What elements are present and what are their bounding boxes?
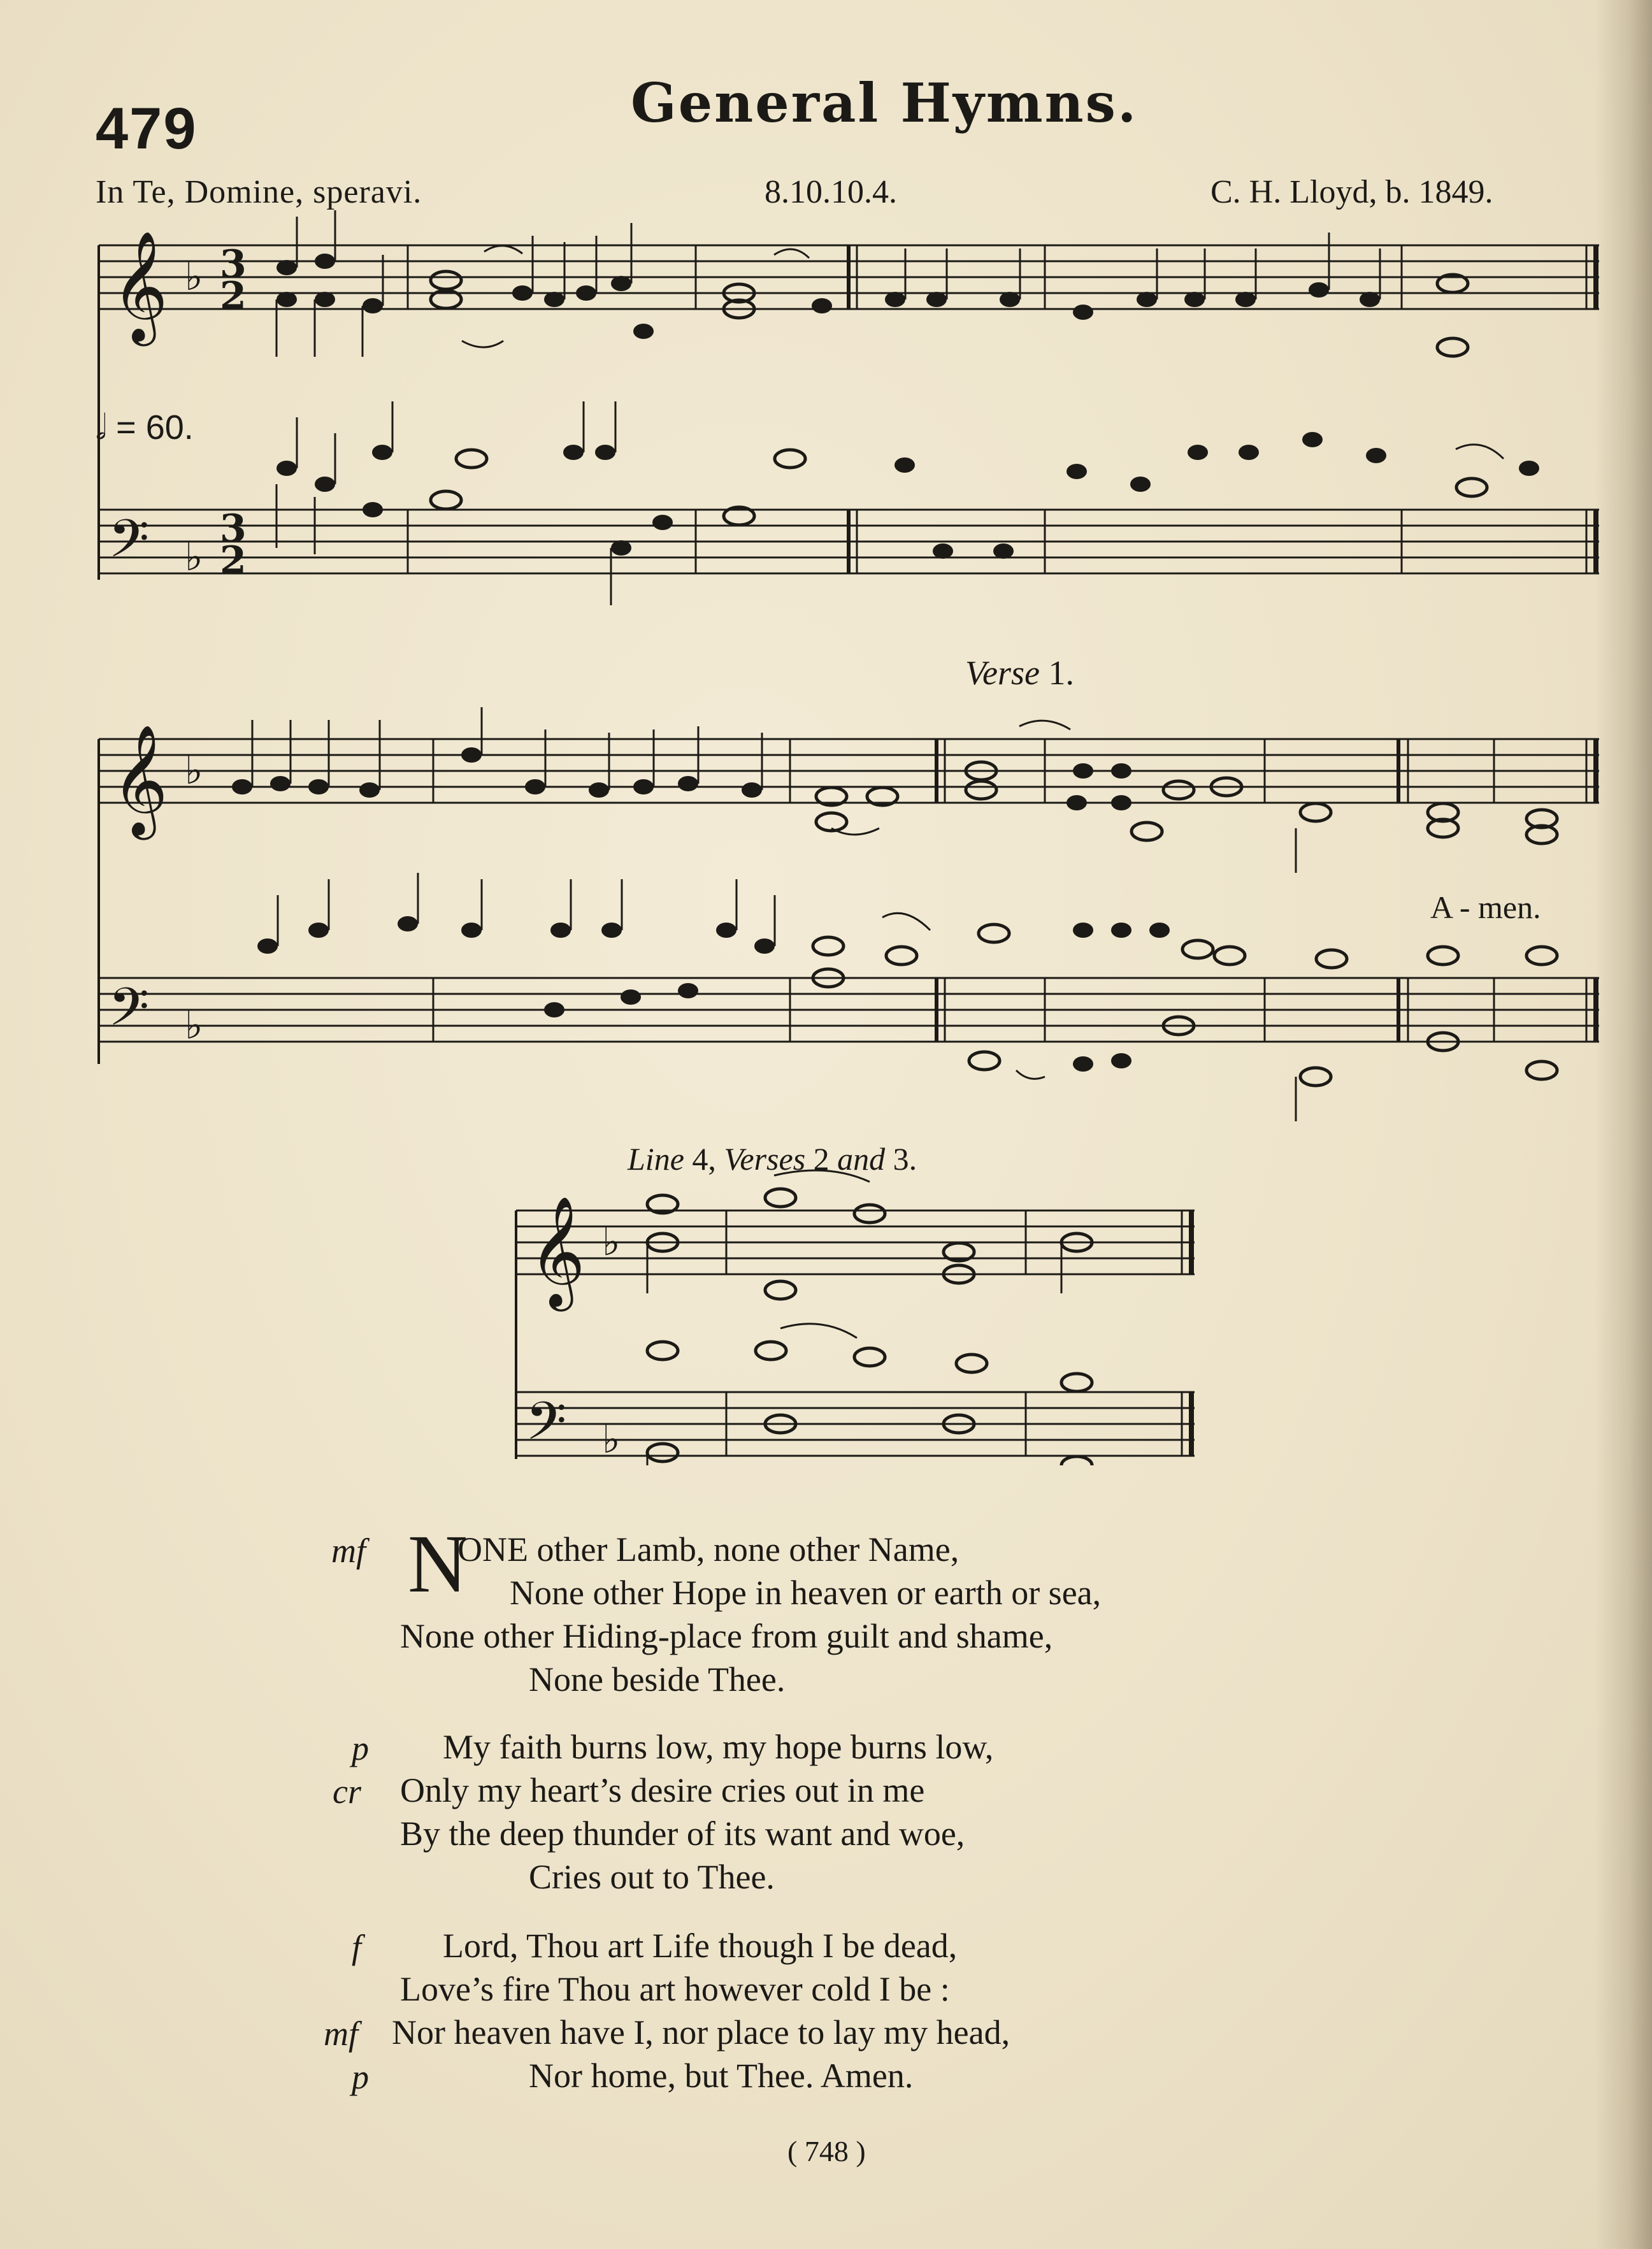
svg-text:3: 3 [220, 507, 247, 551]
dynamic-mf-2: mf [324, 2015, 358, 2053]
svg-text:2: 2 [220, 538, 247, 583]
svg-text:♭: ♭ [602, 1220, 621, 1265]
stanza2-line3: By the deep thunder of its want and woe, [400, 1814, 965, 1853]
verse-label-number: 1. [1048, 654, 1074, 692]
line4-num: 4, [692, 1141, 716, 1177]
note-stems [252, 210, 1380, 1465]
stanza1-line3: None other Hiding-place from guilt and shame, [400, 1617, 1053, 1655]
stanza1-line4: None beside Thee. [529, 1660, 786, 1699]
stanza1-line2: None other Hope in heaven or earth or sea, [510, 1574, 1102, 1612]
treble-clef-3: 𝄞 [529, 1196, 585, 1307]
amen-label: A - men. [1430, 889, 1541, 925]
page-number: ( 748 ) [787, 2135, 866, 2167]
running-head: General Hymns. [631, 71, 1138, 134]
treble-clef-2: 𝄞 [111, 724, 168, 835]
dynamic-mf: mf [331, 1532, 366, 1570]
stanza2-line4: Cries out to Thee. [529, 1858, 775, 1896]
stanza3-line4: Nor home, but Thee. Amen. [529, 2057, 914, 2095]
stanza3-line1: Lord, Thou art Life though I be dead, [443, 1927, 958, 1965]
stanza2-line1: My faith burns low, my hope burns low, [443, 1728, 994, 1766]
line4-and-word: and [837, 1141, 886, 1177]
composer: C. H. Lloyd, b. 1849. [1210, 174, 1493, 210]
tempo-marking: 𝅗𝅥 = 60. [96, 408, 194, 447]
ties [462, 246, 1504, 1338]
line4-word: Line [628, 1141, 684, 1177]
svg-text:♭: ♭ [185, 255, 203, 299]
svg-text:3: 3 [220, 242, 247, 287]
stanza2-line2: Only my heart’s desire cries out in me [400, 1771, 925, 1809]
tune-name: In Te, Domine, speravi. [96, 174, 422, 210]
line4-verses-word: Verses [724, 1141, 806, 1177]
note-heads [232, 254, 1539, 1072]
line4-label [628, 1140, 917, 1177]
stanza1-line1: ONE other Lamb, none other Name, [457, 1530, 959, 1569]
dynamic-p-2: p [352, 2058, 369, 2096]
dynamic-cr: cr [333, 1772, 361, 1811]
dynamic-p: p [352, 1729, 369, 1767]
svg-text:2: 2 [220, 274, 247, 319]
svg-text:♭: ♭ [602, 1418, 621, 1462]
stanza3-line3: Nor heaven have I, nor place to lay my head, [392, 2013, 1010, 2051]
bass-clef-1: 𝄢 [108, 508, 150, 582]
system2-bass-staff [99, 978, 1599, 1042]
svg-text:♭: ♭ [185, 1003, 203, 1048]
svg-text:♭: ♭ [185, 535, 203, 580]
meter: 8.10.10.4. [765, 174, 897, 210]
bass-clef-3: 𝄢 [526, 1390, 567, 1465]
line4-verse-num-b: 3. [893, 1141, 917, 1177]
svg-text:♭: ♭ [185, 749, 203, 793]
dynamic-f: f [352, 1928, 362, 1966]
drop-cap: N [408, 1518, 468, 1610]
bass-clef-2: 𝄢 [108, 976, 150, 1051]
treble-clef-1: 𝄞 [111, 231, 168, 341]
verse-label [965, 653, 1074, 693]
hymn-number: 479 [96, 96, 198, 161]
verse-label-word: Verse [965, 654, 1040, 692]
line4-verse-num-a: 2 [813, 1141, 830, 1177]
stanza3-line2: Love’s fire Thou art however cold I be : [400, 1970, 950, 2008]
